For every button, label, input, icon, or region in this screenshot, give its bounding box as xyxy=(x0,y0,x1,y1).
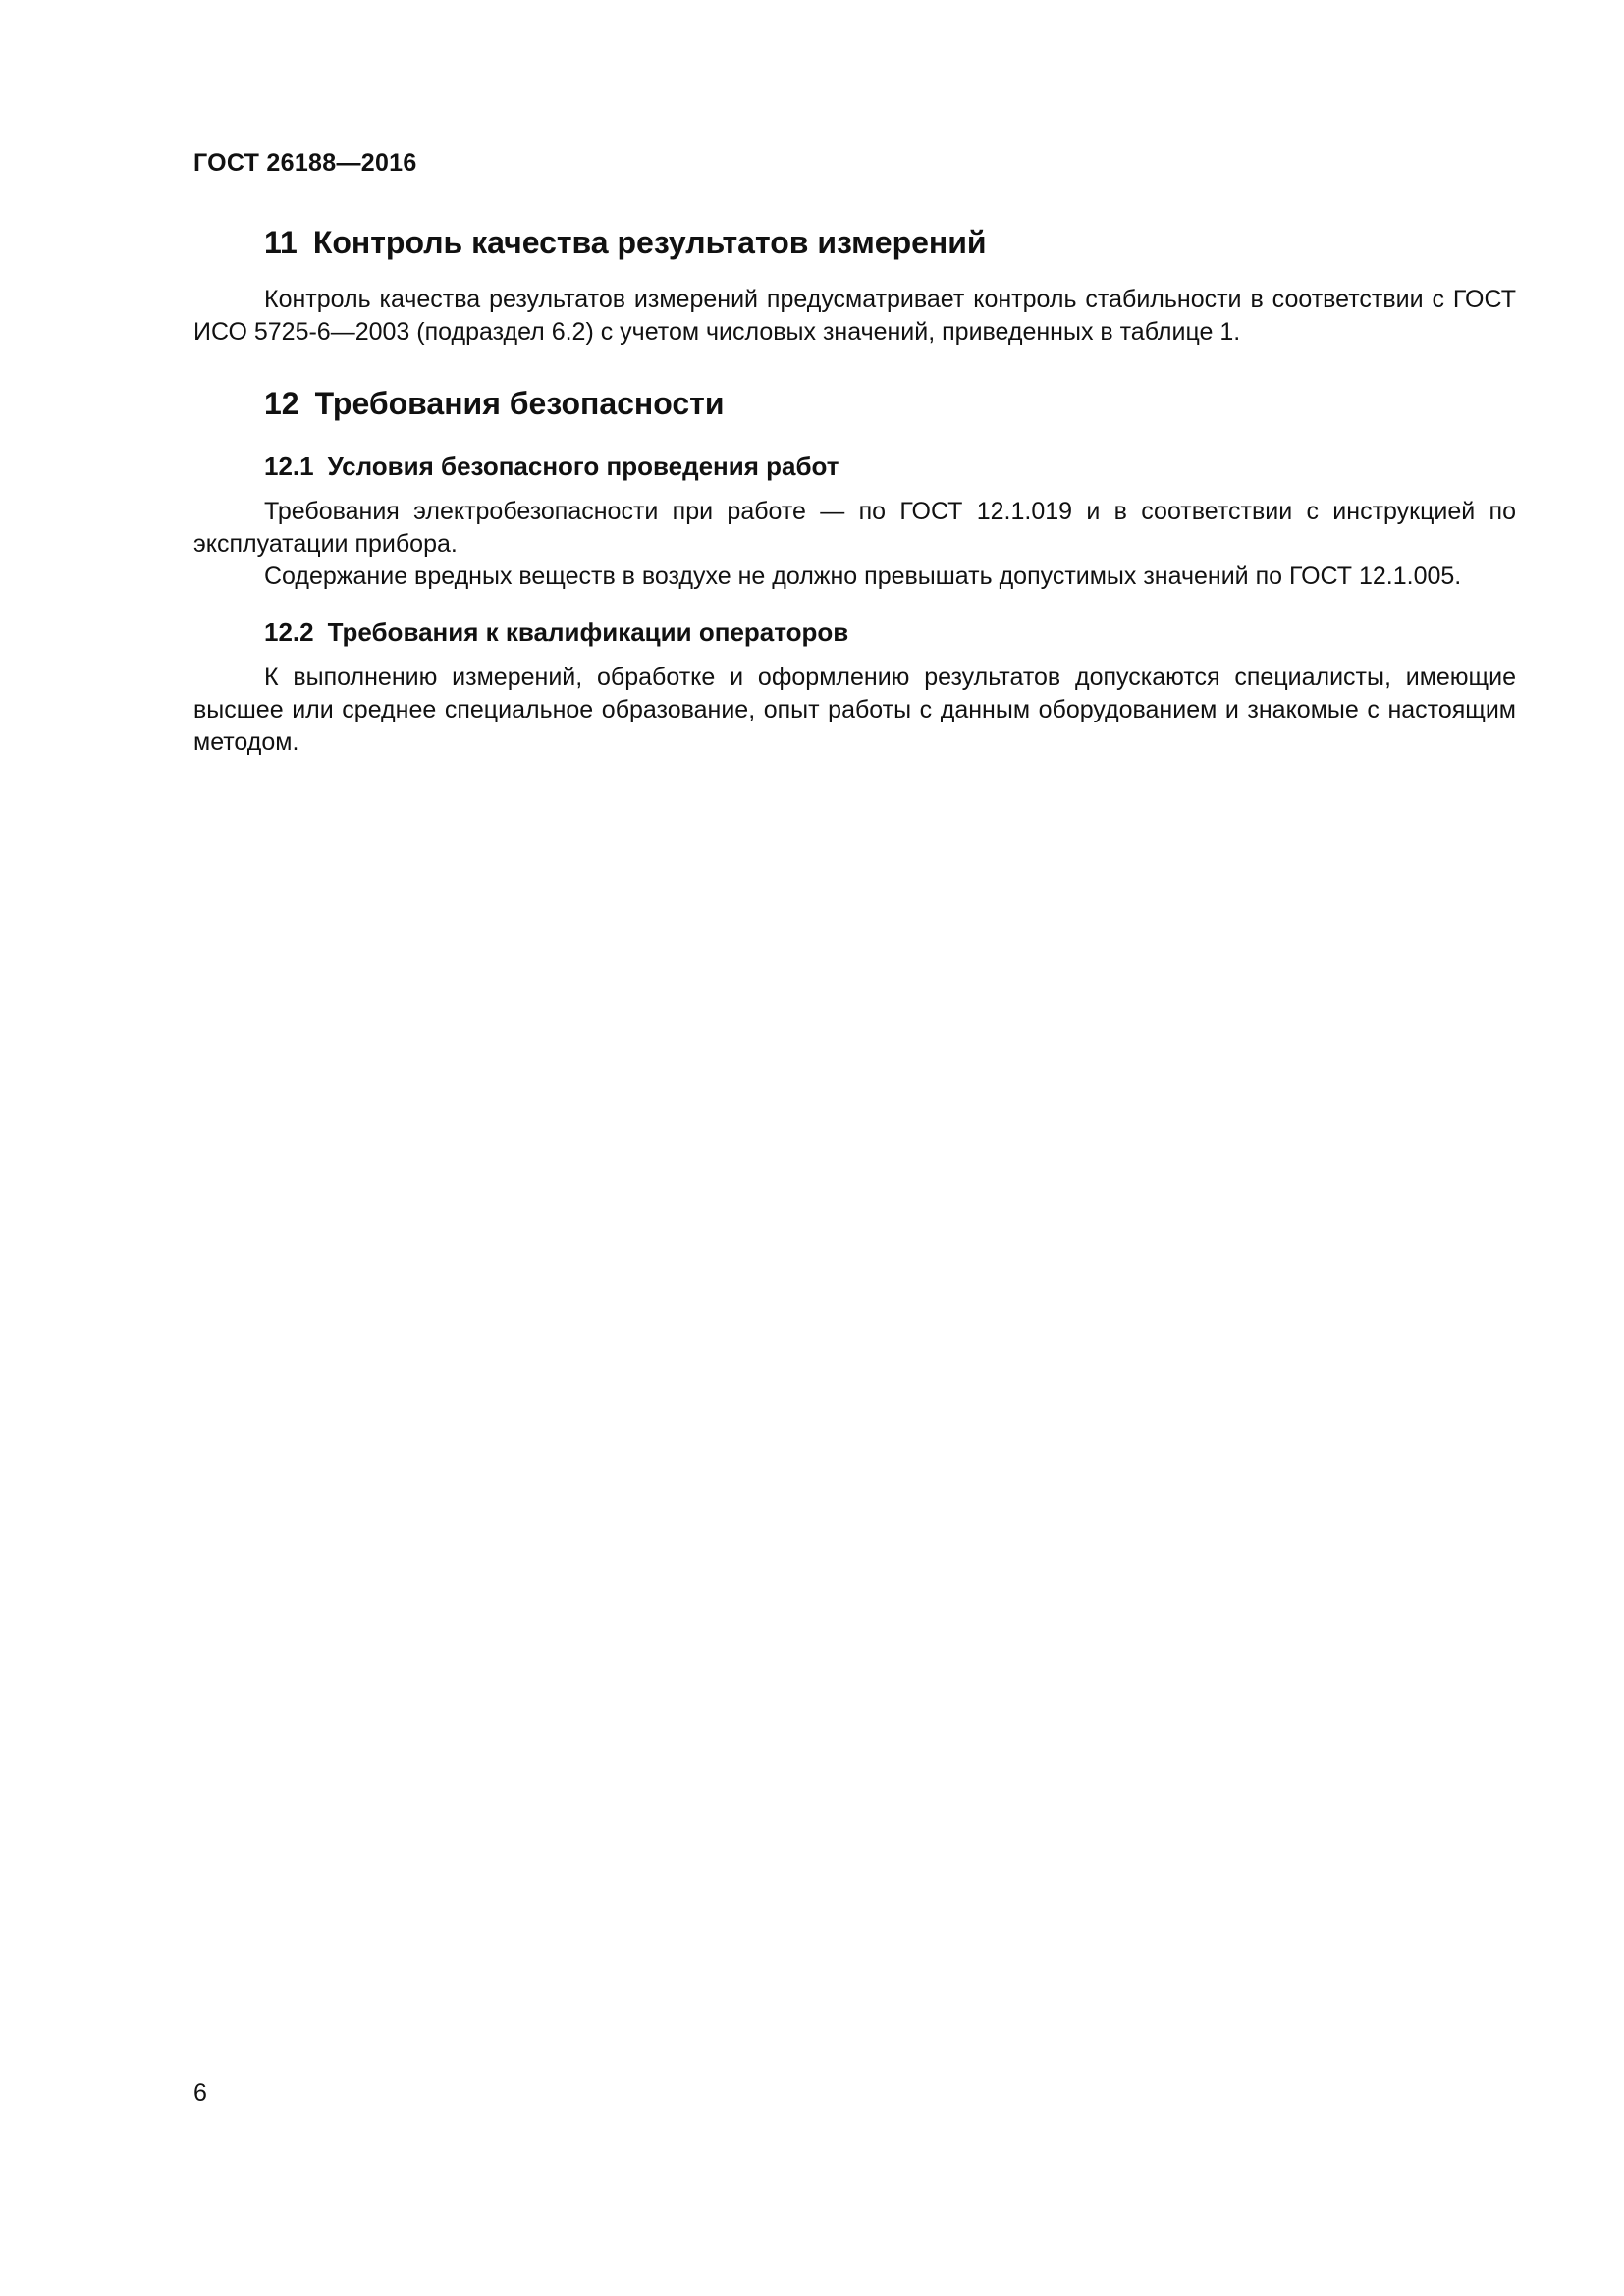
subsection-12-1-paragraph-1: Требования электробезопасности при работе — по ГОСТ 12.1.019 и в соответствии с инструкцией по эксплуатации прибора. xyxy=(193,498,1516,558)
subsection-12-2-heading xyxy=(193,614,1516,650)
section-11-paragraph: Контроль качества результатов измерений предусматривает контроль стабильности в соответствии с ГОСТ ИСО 5725-6—2003 (подраздел 6.2) с учетом числовых значений, приведенных в таблице 1. xyxy=(193,286,1516,346)
section-11-number: 11 xyxy=(264,225,298,260)
subsection-12-1-number: 12.1 xyxy=(264,452,314,481)
subsection-12-1-title: Условия безопасного проведения работ xyxy=(327,452,839,481)
subsection-12-2-number: 12.2 xyxy=(264,617,314,647)
section-11-title: Контроль качества результатов измерений xyxy=(312,225,987,260)
subsection-12-2-paragraph: К выполнению измерений, обработке и оформлению результатов допускаются специалисты, имеющие высшее или среднее специальное образование, опыт работы с данным оборудованием и знакомые с настоящим методом. xyxy=(193,664,1516,756)
subsection-12-1-paragraph-2: Содержание вредных веществ в воздухе не должно превышать допустимых значений по ГОСТ 12.1.005. xyxy=(264,562,1462,590)
subsection-12-2-title: Требования к квалификации операторов xyxy=(327,617,849,647)
document-header: ГОСТ 26188—2016 xyxy=(193,149,417,177)
subsection-12-1-heading xyxy=(193,449,1516,484)
section-11-heading xyxy=(193,221,1516,264)
section-12-title: Требования безопасности xyxy=(314,386,725,421)
section-12-heading xyxy=(193,382,1516,425)
page-number: 6 xyxy=(193,2079,207,2107)
section-12-number: 12 xyxy=(264,386,299,421)
document-body xyxy=(193,221,1516,759)
